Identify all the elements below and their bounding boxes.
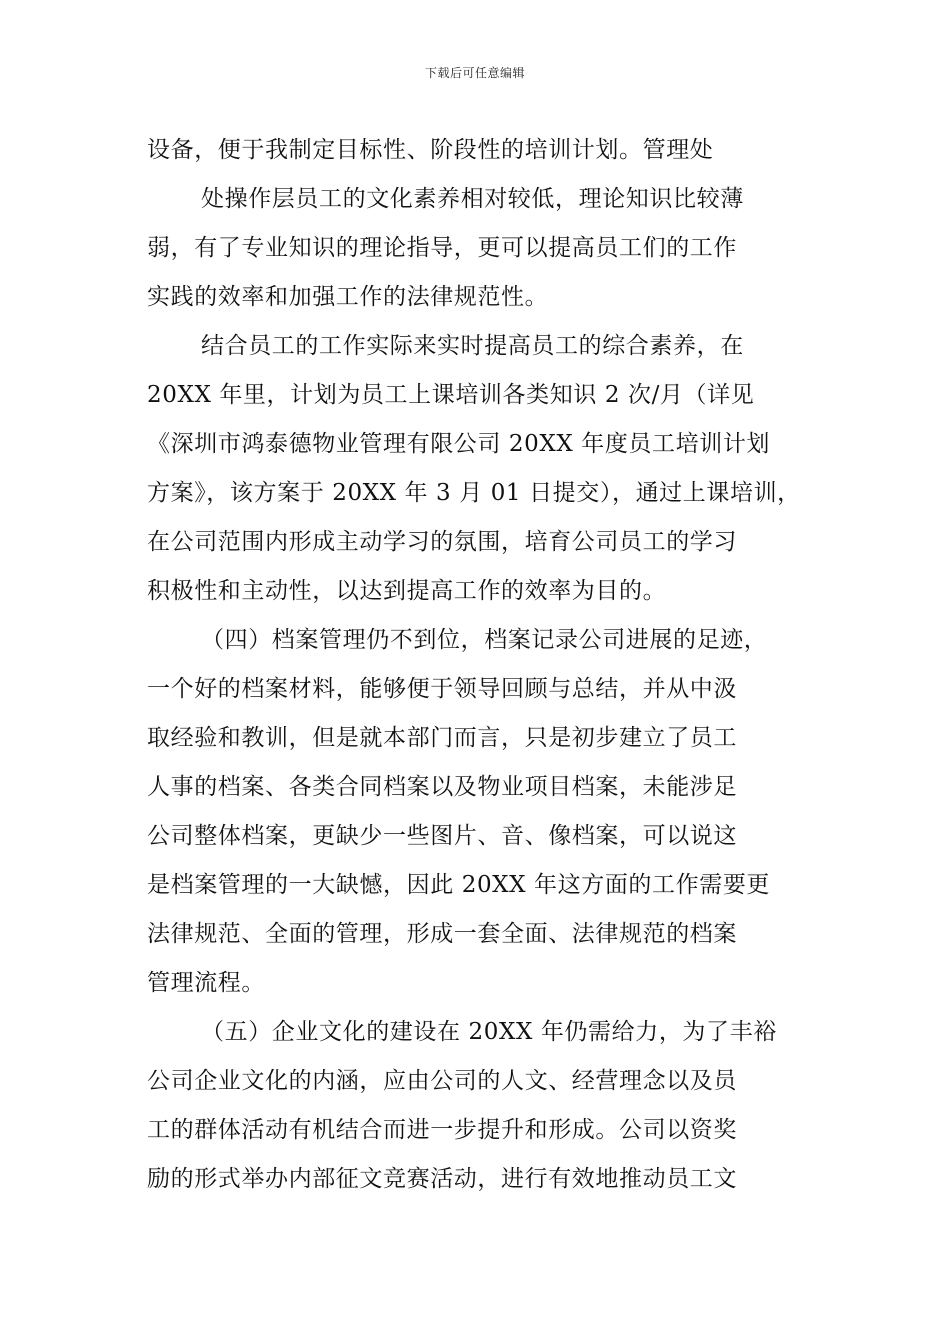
text-line: 法律规范、全面的管理，形成一套全面、法律规范的档案 <box>147 921 737 947</box>
text-line: 《深圳市鸿泰德物业管理有限公司 20XX 年度员工培训计划 <box>147 431 771 457</box>
text-line: 人事的档案、各类合同档案以及物业项目档案，未能涉足 <box>147 774 737 800</box>
text-line: 结合员工的工作实际来实时提高员工的综合素养，在 <box>201 333 744 359</box>
text-line: 一个好的档案材料，能够便于领导回顾与总结，并从中汲 <box>147 676 737 702</box>
document-body <box>147 126 817 1204</box>
text-line: 弱，有了专业知识的理论指导，更可以提高员工们的工作 <box>147 235 737 261</box>
text-line: 公司整体档案，更缺少一些图片、音、像档案，可以说这 <box>147 823 737 849</box>
text-line: 在公司范围内形成主动学习的氛围，培育公司员工的学习 <box>147 529 737 555</box>
text-line: 励的形式举办内部征文竞赛活动，进行有效地推动员工文 <box>147 1166 737 1192</box>
text-line: 20XX 年里，计划为员工上课培训各类知识 2 次/月（详见 <box>147 382 755 408</box>
text-line: 管理流程。 <box>147 970 265 996</box>
text-line: 方案》，该方案于 20XX 年 3 月 01 日提交），通过上课培训， <box>147 480 801 506</box>
text-line: 取经验和教训，但是就本部门而言，只是初步建立了员工 <box>147 725 737 751</box>
text-line: 积极性和主动性，以达到提高工作的效率为目的。 <box>147 578 667 604</box>
text-line: 设备，便于我制定目标性、阶段性的培训计划。管理处 <box>147 137 714 163</box>
text-line: 实践的效率和加强工作的法律规范性。 <box>147 284 549 310</box>
text-line: （四）档案管理仍不到位，档案记录公司进展的足迹， <box>201 627 768 653</box>
page-header: 下载后可任意编辑 <box>424 66 525 80</box>
text-line: 工的群体活动有机结合而进一步提升和形成。公司以资奖 <box>147 1117 737 1143</box>
text-line: 处操作层员工的文化素养相对较低，理论知识比较薄 <box>201 186 744 212</box>
text-line: 公司企业文化的内涵，应由公司的人文、经营理念以及员 <box>147 1068 737 1094</box>
text-line: （五）企业文化的建设在 20XX 年仍需给力，为了丰裕 <box>201 1019 777 1045</box>
text-line: 是档案管理的一大缺憾，因此 20XX 年这方面的工作需要更 <box>147 872 771 898</box>
